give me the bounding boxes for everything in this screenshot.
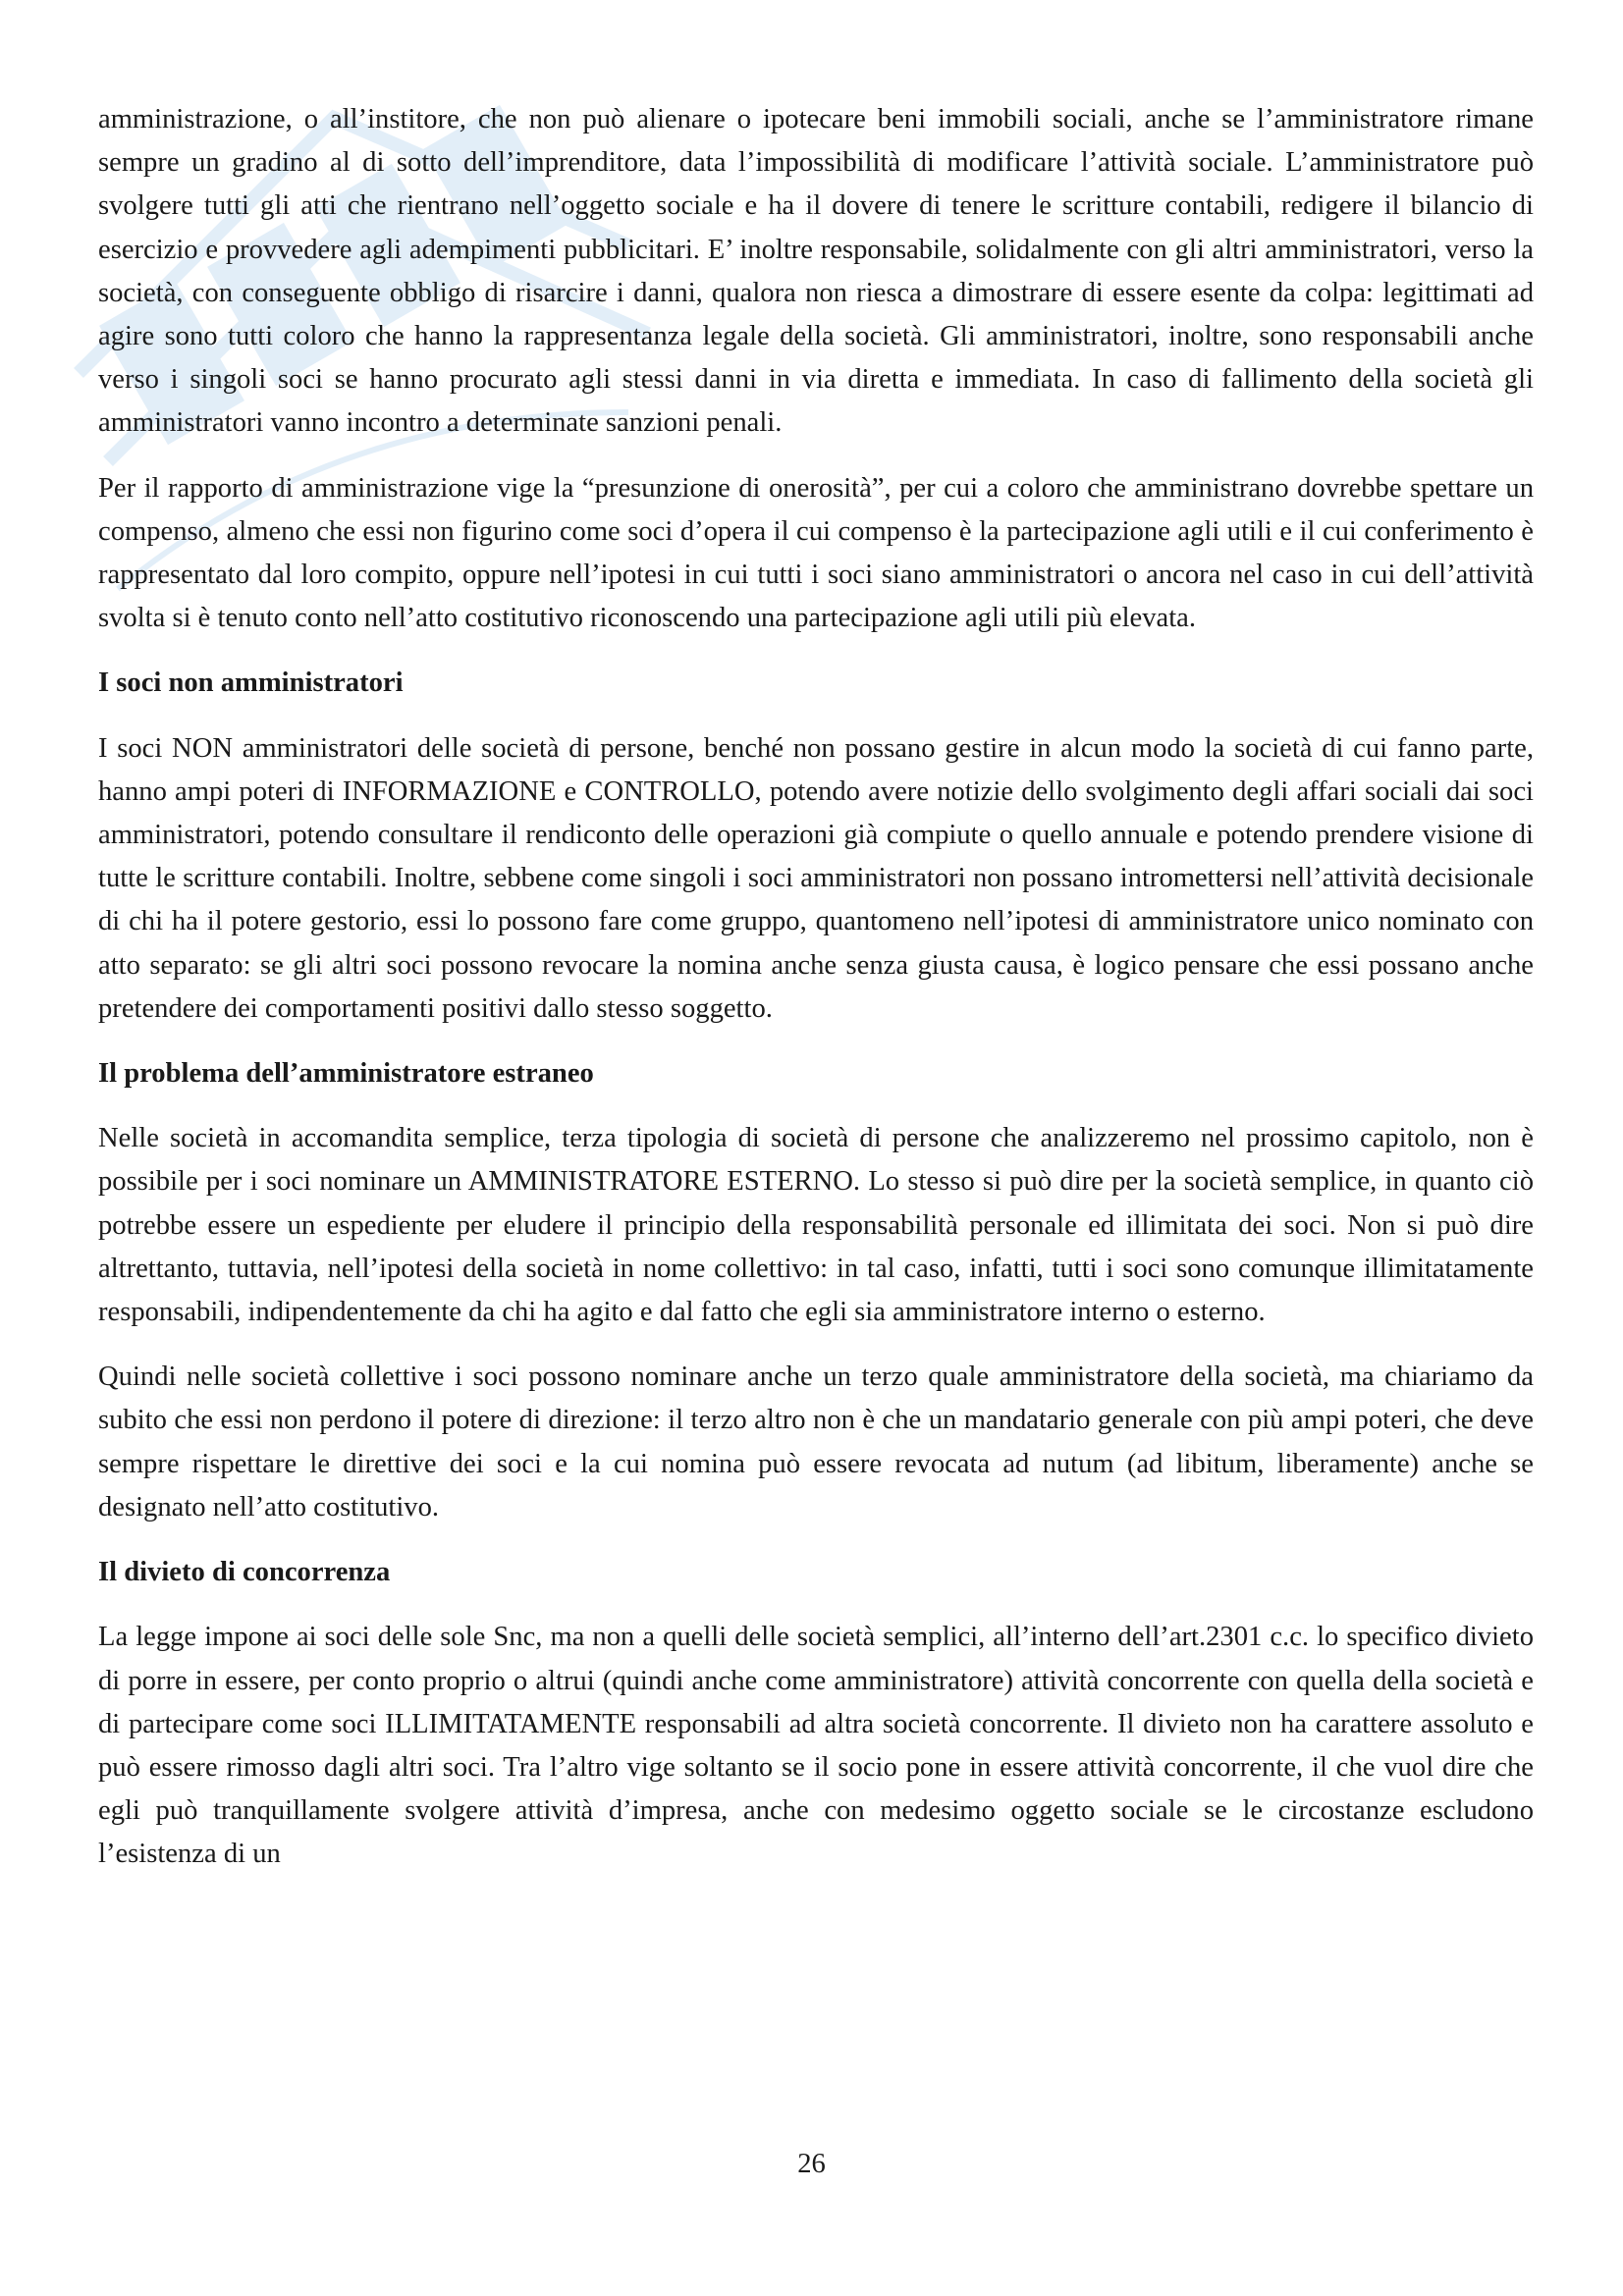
page-number: 26 [797, 2149, 826, 2179]
paragraph-amministratore-estraneo-1: Nelle società in accomandita semplice, terza tipologia di società di persone che analizzeremo nel prossimo capitolo, non è possibile per i soci nominare un AMMINISTRATORE ESTERNO. Lo stesso si può dire per la società semplice, in quanto ciò potrebbe essere un espediente per eludere il principio della responsabilità personale ed illimitata dei soci. Non si può dire altrettanto, tuttavia, nell’ipotesi della società in nome collettivo: in tal caso, infatti, tutti i soci sono comunque illimitatamente responsabili, indipendentemente da chi ha agito e dal fatto che egli sia amministratore interno o esterno. [98, 1123, 1534, 1328]
section-heading-divieto-concorrenza: Il divieto di concorrenza [98, 1557, 391, 1588]
paragraph-soci-non-amministratori: I soci NON amministratori delle società di persone, benché non possano gestire in alcun modo la società di cui fanno parte, hanno ampi poteri di INFORMAZIONE e CONTROLLO, potendo avere notizie dello svolgimento degli affari sociali dai soci amministratori, potendo consultare il rendiconto delle operazioni già compiute o quello annuale e potendo prendere visione di tutte le scritture contabili. Inoltre, sebbene come singoli i soci amministratori non possano intromettersi nell’attività decisionale di chi ha il potere gestorio, essi lo possono fare come gruppo, quantomeno nell’ipotesi di amministratore unico nominato con atto separato: se gli altri soci possono revocare la nomina anche senza giusta causa, è logico pensare che essi possano anche pretendere dei comportamenti positivi dallo stesso soggetto. [98, 732, 1534, 1024]
document-page [98, 98, 1534, 1877]
paragraph-amministratore-estraneo-2: Quindi nelle società collettive i soci possono nominare anche un terzo quale amministratore della società, ma chiariamo da subito che essi non perdono il potere di direzione: il terzo altro non è che un mandatario generale con più ampi poteri, che deve sempre rispettare le direttive dei soci e la cui nomina può essere revocata ad nutum (ad libitum, liberamente) anche se designato nell’atto costitutivo. [98, 1362, 1534, 1522]
section-heading-soci-non-amministratori: I soci non amministratori [98, 667, 404, 699]
paragraph-intro-1: amministrazione, o all’institore, che non può alienare o ipotecare beni immobili sociali, anche se l’amministratore rimane sempre un gradino al di sotto dell’imprenditore, data l’impossibilità di modificare l’attività sociale. L’amministratore può svolgere tutti gli atti che rientrano nell’oggetto sociale e ha il dovere di tenere le scritture contabili, redigere il bilancio di esercizio e provvedere agli adempimenti pubblicitari. E’ inoltre responsabile, solidalmente con gli altri amministratori, verso la società, con conseguente obbligo di risarcire i danni, qualora non riesca a dimostrare di essere esente da colpa: legittimati ad agire sono tutti coloro che hanno la rappresentanza legale della società. Gli amministratori, inoltre, sono responsabili anche verso i singoli soci se hanno procurato agli stessi danni in via diretta e immediata. In caso di fallimento della società gli amministratori vanno incontro a determinate sanzioni penali. [98, 104, 1534, 439]
paragraph-intro-2: Per il rapporto di amministrazione vige la “presunzione di onerosità”, per cui a coloro che amministrano dovrebbe spettare un compenso, almeno che essi non figurino come soci d’opera il cui compenso è la partecipazione agli utili e il cui conferimento è rappresentato dal loro compito, oppure nell’ipotesi in cui tutti i soci siano amministratori o ancora nel caso in cui dell’attività svolta si è tenuto conto nell’atto costitutivo riconoscendo una partecipazione agli utili più elevata. [98, 472, 1534, 634]
paragraph-divieto-concorrenza: La legge impone ai soci delle sole Snc, ma non a quelli delle società semplici, all’interno dell’art.2301 c.c. lo specifico divieto di porre in essere, per conto proprio o altrui (quindi anche come amministratore) attività concorrente con quella della società e di partecipare come soci ILLIMITATAMENTE responsabili ad altra società concorrente. Il divieto non ha carattere assoluto e può essere rimosso dagli altri soci. Tra l’altro vige soltanto se il socio pone in essere attività concorrente, il che vuol dire che egli può tranquillamente svolgere attività d’impresa, anche con medesimo oggetto sociale se le circostanze escludono l’esistenza di un [98, 1622, 1534, 1870]
section-heading-amministratore-estraneo: Il problema dell’amministratore estraneo [98, 1058, 594, 1090]
